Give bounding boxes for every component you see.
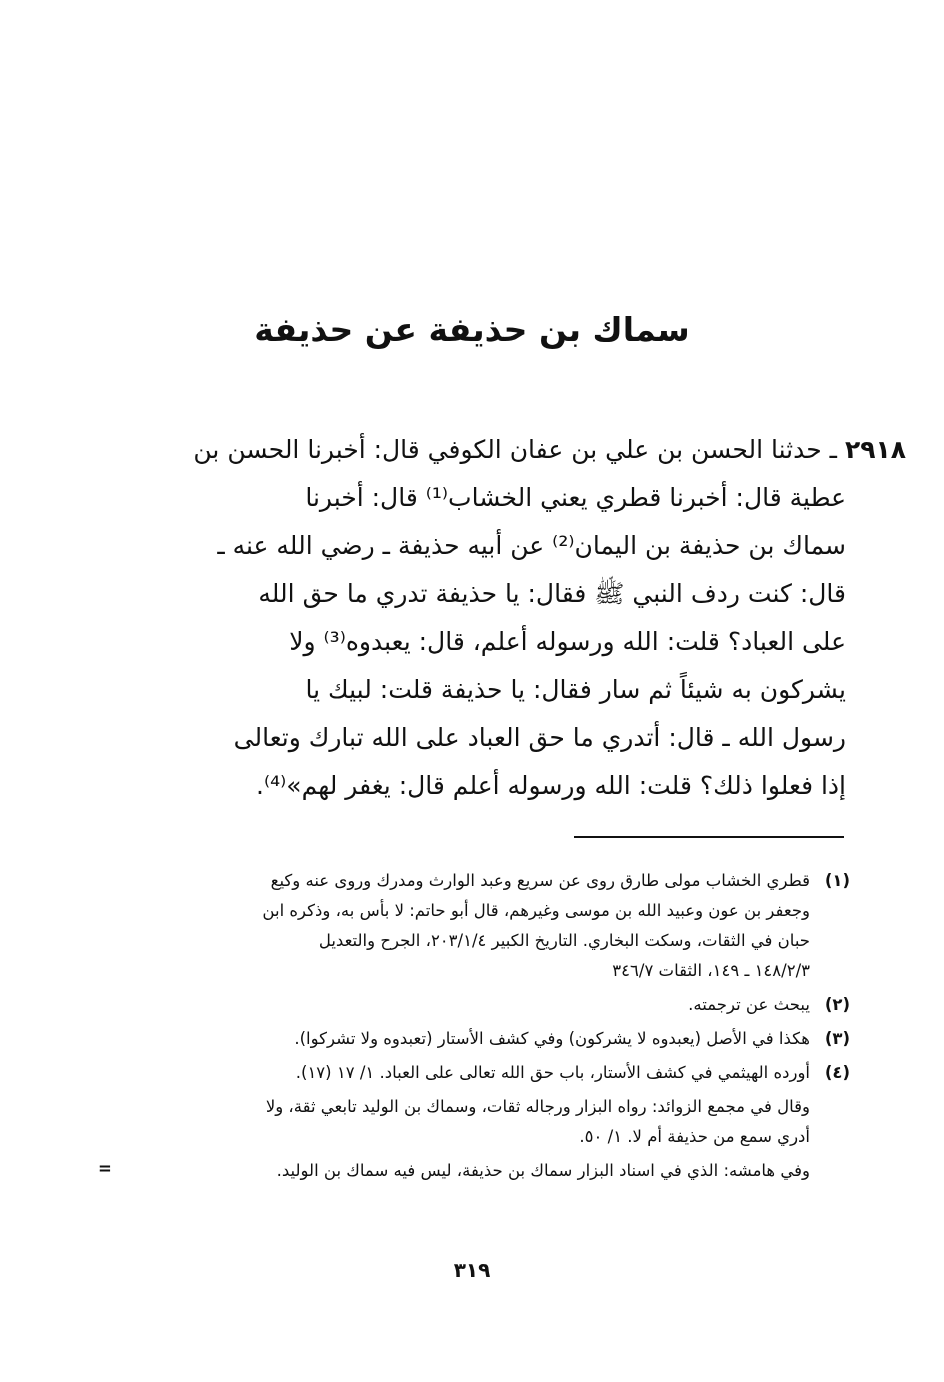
hadith-line: رسول الله ـ قال: أتدري ما حق العباد على الله تبارك وتعالى xyxy=(233,723,846,752)
hadith-line: إذا فعلوا ذلك؟ قلت: الله ورسوله أعلم قال: يغفر لهم»⁽⁴⁾. xyxy=(256,771,846,800)
hadith-line xyxy=(141,426,906,474)
footnote-line: حبان في الثقات، وسكت البخاري. التاريخ الكبير ٢٠٣/١/٤، الجرح والتعديل xyxy=(318,931,810,950)
hadith-line: يشركون به شيئاً ثم سار فقال: يا حذيفة قلت: لبيك يا xyxy=(305,675,846,704)
hadith-text xyxy=(141,426,906,810)
page-number: ٣١٩ xyxy=(453,1258,491,1282)
footnote-line: يبحث عن ترجمته. xyxy=(688,995,810,1014)
footnote-number: (٢) xyxy=(824,995,850,1014)
footnote-line: قطري الخشاب مولى طارق روى عن سريع وعبد الوارث ومدرك وروى عنه وكيع xyxy=(270,871,810,890)
footnote-number: (٤) xyxy=(824,1063,850,1082)
footnotes xyxy=(98,866,850,1190)
continuation-mark: = xyxy=(98,1159,112,1178)
footnote-line: هكذا في الأصل (يعبدوه لا يشركون) وفي كشف الأستار (تعبدوه ولا تشركوا). xyxy=(294,1029,810,1048)
footnote-line: وفي هامشه: الذي في اسناد البزار سماك بن حذيفة، ليس فيه سماك بن الوليد. xyxy=(276,1161,810,1180)
footnote xyxy=(150,1024,850,1054)
footnote-line: ١٤٨/٢/٣ ـ ١٤٩، الثقات ٣٤٦/٧ xyxy=(612,961,810,980)
footnote-continuation xyxy=(98,1156,850,1186)
footnote-continuation xyxy=(150,1092,850,1152)
footnote-line: وجعفر بن عون وعبيد الله بن موسى وغيرهم، قال أبو حاتم: لا بأس به، وذكره ابن xyxy=(262,901,810,920)
footnote-line: وقال في مجمع الزوائد: رواه البزار ورجاله ثقات، وسماك بن الوليد تابعي ثقة، ولا xyxy=(265,1097,810,1116)
footnote-separator xyxy=(574,836,844,838)
hadith-line: عطية قال: أخبرنا قطري يعني الخشاب⁽¹⁾ قال: أخبرنا xyxy=(305,483,846,512)
hadith-line: قال: كنت ردف النبي ﷺ فقال: يا حذيفة تدري ما حق الله xyxy=(258,579,846,608)
hadith-number: ٢٩١٨ xyxy=(844,435,906,464)
footnote xyxy=(150,866,850,986)
footnote-number: (١) xyxy=(824,871,850,890)
hadith-line: على العباد؟ قلت: الله ورسوله أعلم، قال: يعبدوه⁽³⁾ ولا xyxy=(289,627,846,656)
footnote-number: (٣) xyxy=(824,1029,850,1048)
footnote xyxy=(150,1058,850,1088)
footnote xyxy=(150,990,850,1020)
hadith-line-text: ـ حدثنا الحسن بن علي بن عفان الكوفي قال: أخبرنا الحسن بن xyxy=(193,435,837,464)
section-title: سماك بن حذيفة عن حذيفة xyxy=(254,310,690,349)
footnote-line: أدري سمع من حذيفة أم لا. ١/ ٥٠. xyxy=(579,1127,810,1146)
footnote-line: أورده الهيثمي في كشف الأستار، باب حق الله تعالى على العباد. ١/ ١٧ (١٧). xyxy=(295,1063,810,1082)
hadith-line: سماك بن حذيفة بن اليمان⁽²⁾ عن أبيه حذيفة ـ رضي الله عنه ـ xyxy=(217,531,846,560)
